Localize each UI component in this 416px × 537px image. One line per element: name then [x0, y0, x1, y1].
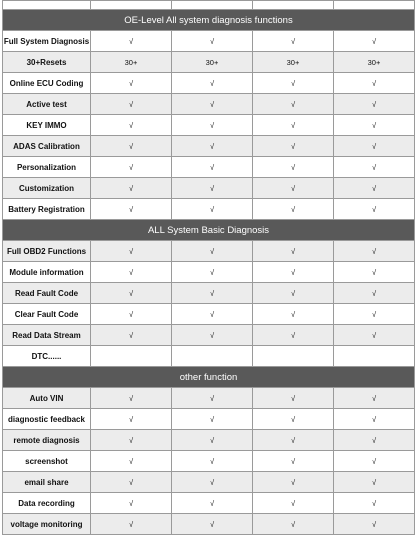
feature-label: KEY IMMO: [3, 115, 91, 136]
support-cell: √: [253, 472, 334, 493]
section-header-row: [3, 10, 415, 31]
table-body: [3, 1, 415, 535]
table-row: [3, 241, 415, 262]
support-cell: √: [172, 178, 253, 199]
support-cell: √: [334, 136, 415, 157]
support-cell: √: [334, 178, 415, 199]
support-cell: √: [253, 388, 334, 409]
support-cell: √: [172, 304, 253, 325]
support-cell: √: [334, 199, 415, 220]
table-row: [3, 430, 415, 451]
support-cell: √: [91, 94, 172, 115]
table-row: [3, 136, 415, 157]
support-cell: √: [253, 430, 334, 451]
top-strip-cell: [91, 1, 172, 10]
support-cell: 30+: [172, 52, 253, 73]
table-row: [3, 157, 415, 178]
support-cell: √: [172, 94, 253, 115]
feature-label: 30+Resets: [3, 52, 91, 73]
support-cell: √: [172, 409, 253, 430]
support-cell: [253, 346, 334, 367]
support-cell: √: [253, 262, 334, 283]
support-cell: √: [334, 409, 415, 430]
support-cell: √: [334, 451, 415, 472]
support-cell: √: [91, 409, 172, 430]
top-strip-cell: [253, 1, 334, 10]
support-cell: √: [253, 283, 334, 304]
support-cell: √: [91, 304, 172, 325]
support-cell: √: [253, 325, 334, 346]
support-cell: √: [334, 115, 415, 136]
feature-label: Read Data Stream: [3, 325, 91, 346]
table-row: [3, 31, 415, 52]
support-cell: √: [172, 115, 253, 136]
support-cell: √: [334, 472, 415, 493]
support-cell: √: [91, 136, 172, 157]
support-cell: √: [172, 451, 253, 472]
support-cell: √: [334, 493, 415, 514]
support-cell: √: [253, 94, 334, 115]
table-row: [3, 325, 415, 346]
support-cell: √: [91, 262, 172, 283]
support-cell: √: [91, 241, 172, 262]
support-cell: √: [172, 283, 253, 304]
feature-label: Module information: [3, 262, 91, 283]
support-cell: 30+: [334, 52, 415, 73]
support-cell: 30+: [91, 52, 172, 73]
support-cell: √: [91, 472, 172, 493]
support-cell: 30+: [253, 52, 334, 73]
support-cell: √: [172, 514, 253, 535]
support-cell: √: [172, 262, 253, 283]
table-row: [3, 199, 415, 220]
support-cell: √: [253, 514, 334, 535]
support-cell: √: [172, 199, 253, 220]
section-header-row: [3, 367, 415, 388]
table-row: [3, 493, 415, 514]
support-cell: √: [253, 178, 334, 199]
support-cell: √: [91, 388, 172, 409]
feature-label: Full System Diagnosis: [3, 31, 91, 52]
support-cell: √: [334, 388, 415, 409]
support-cell: √: [334, 325, 415, 346]
feature-label: Active test: [3, 94, 91, 115]
support-cell: √: [172, 430, 253, 451]
feature-label: email share: [3, 472, 91, 493]
support-cell: √: [253, 73, 334, 94]
top-strip-cell: [3, 1, 91, 10]
feature-label: DTC......: [3, 346, 91, 367]
support-cell: √: [334, 31, 415, 52]
support-cell: [91, 346, 172, 367]
feature-label: Auto VIN: [3, 388, 91, 409]
table-row: [3, 94, 415, 115]
support-cell: [172, 346, 253, 367]
support-cell: √: [334, 514, 415, 535]
section-header-row: [3, 220, 415, 241]
feature-label: remote diagnosis: [3, 430, 91, 451]
feature-label: Full OBD2 Functions: [3, 241, 91, 262]
support-cell: √: [91, 430, 172, 451]
support-cell: √: [172, 157, 253, 178]
top-strip-cell: [172, 1, 253, 10]
support-cell: √: [334, 283, 415, 304]
support-cell: √: [253, 304, 334, 325]
support-cell: √: [91, 283, 172, 304]
table-row: [3, 52, 415, 73]
table-row: [3, 346, 415, 367]
table-row: [3, 115, 415, 136]
table-row: [3, 451, 415, 472]
feature-label: Personalization: [3, 157, 91, 178]
support-cell: √: [91, 514, 172, 535]
feature-label: Online ECU Coding: [3, 73, 91, 94]
feature-label: Battery Registration: [3, 199, 91, 220]
support-cell: √: [253, 199, 334, 220]
support-cell: √: [253, 31, 334, 52]
section-title: OE-Level All system diagnosis functions: [3, 10, 415, 31]
support-cell: √: [172, 241, 253, 262]
support-cell: √: [172, 73, 253, 94]
support-cell: √: [334, 241, 415, 262]
support-cell: √: [91, 325, 172, 346]
support-cell: √: [253, 136, 334, 157]
table-row: [3, 304, 415, 325]
feature-label: ADAS Calibration: [3, 136, 91, 157]
table-row: [3, 73, 415, 94]
feature-label: Clear Fault Code: [3, 304, 91, 325]
support-cell: √: [91, 199, 172, 220]
support-cell: √: [172, 31, 253, 52]
feature-label: Customization: [3, 178, 91, 199]
section-title: other function: [3, 367, 415, 388]
feature-label: Read Fault Code: [3, 283, 91, 304]
support-cell: √: [334, 73, 415, 94]
top-strip-row: [3, 1, 415, 10]
feature-label: voltage monitoring: [3, 514, 91, 535]
table-row: [3, 409, 415, 430]
support-cell: √: [334, 430, 415, 451]
support-cell: √: [253, 493, 334, 514]
support-cell: √: [172, 388, 253, 409]
support-cell: √: [91, 31, 172, 52]
table-row: [3, 262, 415, 283]
support-cell: √: [172, 493, 253, 514]
support-cell: √: [91, 157, 172, 178]
table-row: [3, 388, 415, 409]
support-cell: √: [253, 157, 334, 178]
support-cell: √: [253, 241, 334, 262]
support-cell: √: [91, 115, 172, 136]
support-cell: √: [172, 472, 253, 493]
feature-label: screenshot: [3, 451, 91, 472]
table-row: [3, 472, 415, 493]
table-row: [3, 514, 415, 535]
section-title: ALL System Basic Diagnosis: [3, 220, 415, 241]
support-cell: [334, 346, 415, 367]
support-cell: √: [91, 73, 172, 94]
support-cell: √: [253, 409, 334, 430]
feature-label: Data recording: [3, 493, 91, 514]
top-strip-cell: [334, 1, 415, 10]
feature-label: diagnostic feedback: [3, 409, 91, 430]
support-cell: √: [334, 94, 415, 115]
support-cell: √: [334, 157, 415, 178]
support-cell: √: [253, 115, 334, 136]
support-cell: √: [91, 493, 172, 514]
support-cell: √: [334, 262, 415, 283]
support-cell: √: [91, 451, 172, 472]
support-cell: √: [334, 304, 415, 325]
table-row: [3, 283, 415, 304]
support-cell: √: [172, 325, 253, 346]
support-cell: √: [253, 451, 334, 472]
support-cell: √: [91, 178, 172, 199]
table-row: [3, 178, 415, 199]
feature-comparison-table: [2, 0, 415, 535]
support-cell: √: [172, 136, 253, 157]
